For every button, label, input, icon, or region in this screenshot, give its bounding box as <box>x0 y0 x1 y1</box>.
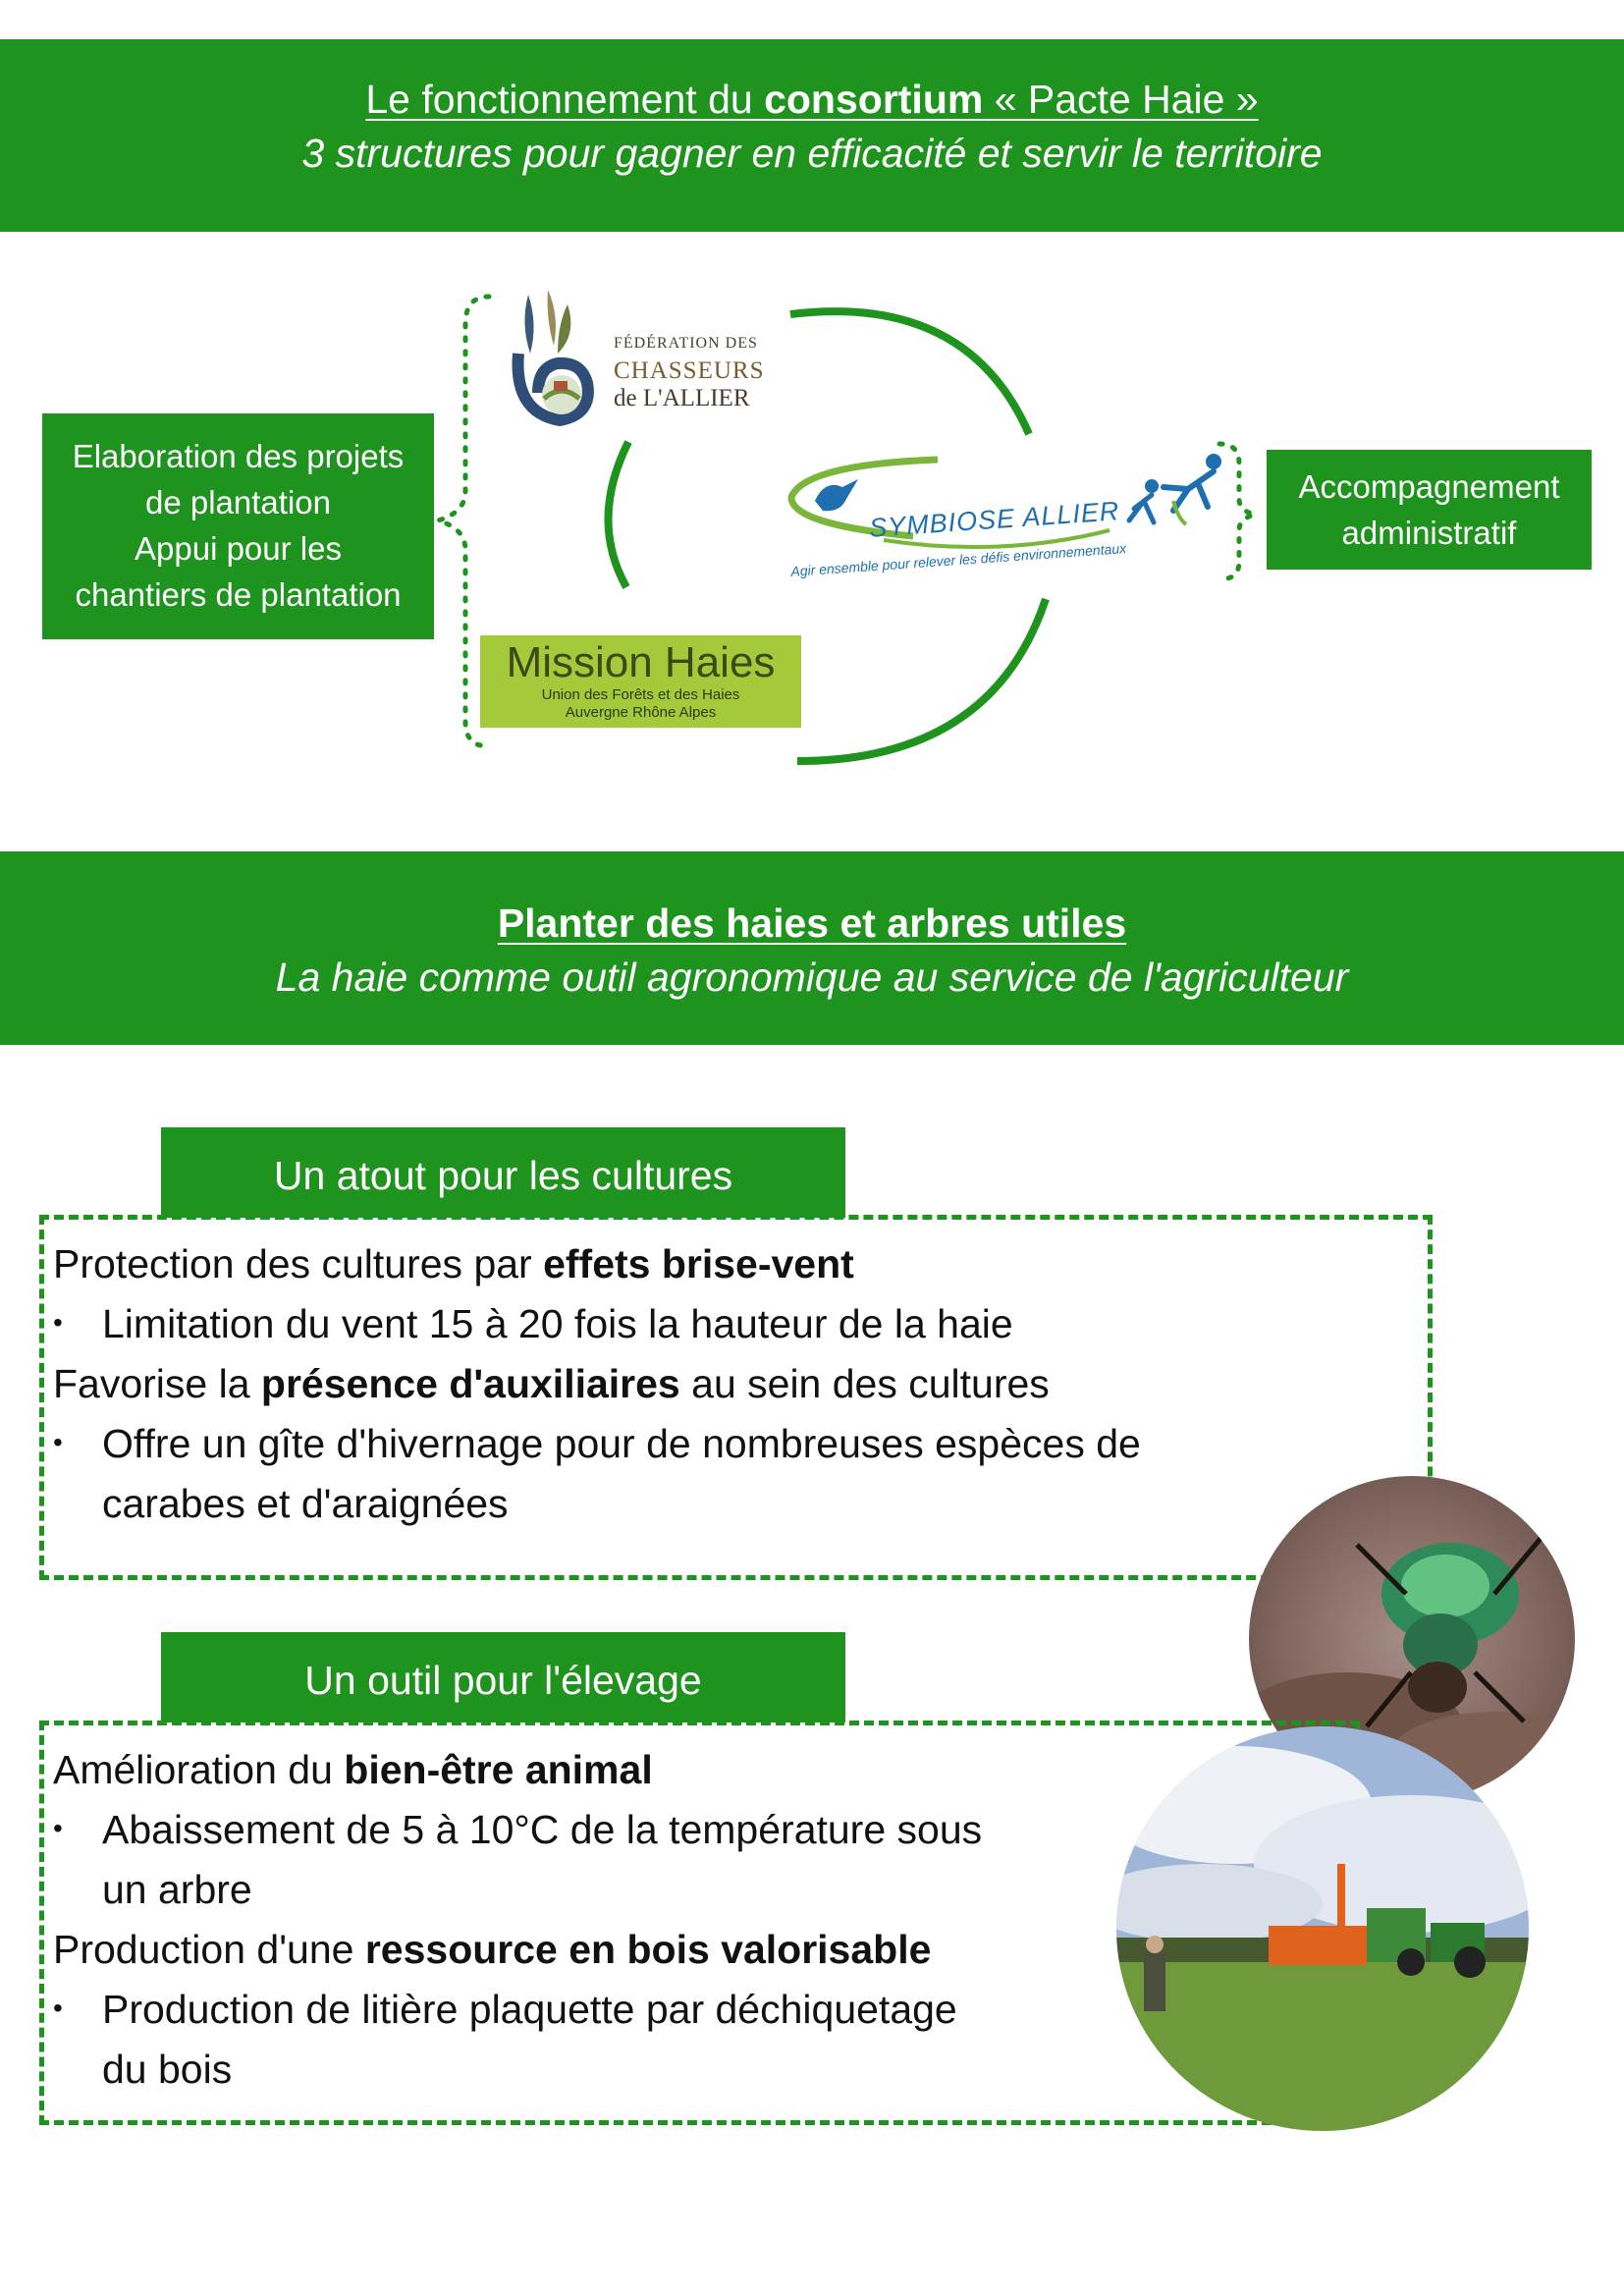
cultures-bullet-1: • Limitation du vent 15 à 20 fois la hauteur de la haie <box>53 1294 1359 1354</box>
banner-subtitle: 3 structures pour gagner en efficacité et servir le territoire <box>301 131 1323 176</box>
elevage-content <box>53 1740 1133 2100</box>
cultures-content <box>53 1234 1359 1534</box>
section-banner <box>0 851 1624 1045</box>
elevage-tab: Un outil pour l'élevage <box>161 1632 845 1722</box>
fdc-emblem-icon <box>499 285 607 432</box>
cultures-tab: Un atout pour les cultures <box>161 1127 845 1218</box>
right-role-box: Accompagnement administratif <box>1267 450 1592 570</box>
cultures-bullet-2: • Offre un gîte d'hivernage pour de nombreuses espèces de carabes et d'araignées <box>53 1414 1359 1534</box>
mission-haies-logo: Mission Haies Union des Forêts et des Haies Auvergne Rhône Alpes <box>480 635 801 728</box>
elevage-bullet-1: • Abaissement de 5 à 10°C de la température sous un arbre <box>53 1800 1133 1920</box>
cultures-point-1: Protection des cultures par effets brise-vent <box>53 1241 854 1286</box>
elevage-bullet-2: • Production de litière plaquette par déchiquetage du bois <box>53 1980 1133 2100</box>
cultures-point-2: Favorise la présence d'auxiliaires au sein des cultures <box>53 1361 1050 1406</box>
fdc-logo: FÉDÉRATION DES CHASSEURS de L'ALLIER <box>499 285 784 432</box>
section-subtitle: La haie comme outil agronomique au service de l'agriculteur <box>275 955 1349 1000</box>
cycle-arc-left <box>608 442 628 587</box>
field-photo <box>1116 1726 1529 2131</box>
cycle-arc-bottom <box>797 599 1046 761</box>
cycle-arc-top <box>790 311 1029 434</box>
symbiose-logo: SYMBIOSE ALLIER Agir ensemble pour relever les défis environnementaux <box>785 440 1237 575</box>
banner-title: Le fonctionnement du consortium « Pacte Haie » <box>365 77 1259 122</box>
elevage-point-2: Production d'une ressource en bois valorisable <box>53 1927 932 1972</box>
elevage-point-1: Amélioration du bien-être animal <box>53 1747 653 1792</box>
left-role-box: Elaboration des projets de plantation Appui pour les chantiers de plantation <box>42 413 434 639</box>
section-title: Planter des haies et arbres utiles <box>497 901 1127 946</box>
header-banner <box>0 39 1624 232</box>
